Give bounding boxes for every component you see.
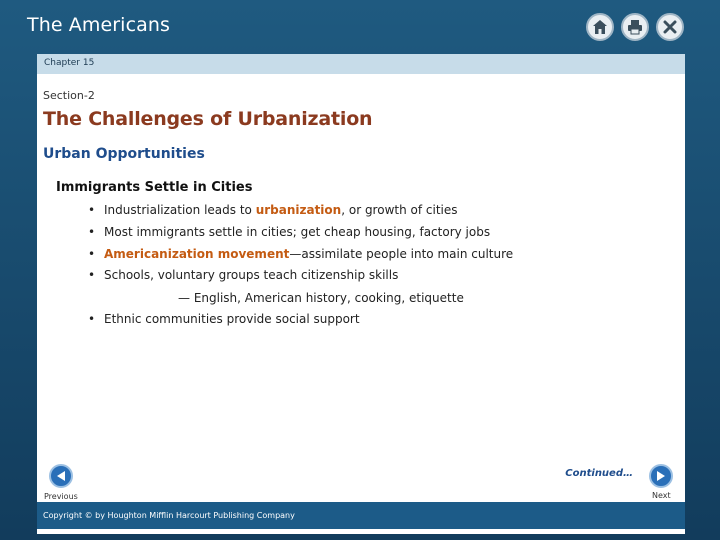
arrow-right-icon: [656, 470, 666, 482]
footer-bar: [37, 502, 685, 529]
continued-label: Continued…: [565, 468, 633, 479]
slide-content: [37, 54, 685, 534]
previous-button[interactable]: [49, 464, 73, 488]
chapter-label: Chapter 15: [44, 58, 95, 68]
key-term: urbanization: [255, 203, 342, 217]
list-item: Ethnic communities provide social support: [104, 312, 360, 326]
list-item: [104, 203, 458, 217]
bullet-marker: •: [88, 247, 96, 261]
close-icon: [663, 20, 677, 34]
section-label: Section-2: [43, 89, 95, 102]
bullet-text: —assimilate people into main culture: [289, 247, 514, 261]
section-heading: Immigrants Settle in Cities: [56, 180, 253, 195]
bullet-marker: •: [88, 312, 96, 326]
home-icon: [592, 19, 608, 35]
previous-label: Previous: [44, 492, 78, 501]
key-term: Americanization movement: [104, 247, 290, 261]
arrow-left-icon: [56, 470, 66, 482]
page-title: The Challenges of Urbanization: [43, 108, 373, 130]
subtitle: Urban Opportunities: [43, 146, 205, 162]
print-icon: [627, 19, 643, 35]
next-label: Next: [652, 491, 671, 500]
print-button[interactable]: [621, 13, 649, 41]
bullet-marker: •: [88, 268, 96, 282]
next-button[interactable]: [649, 464, 673, 488]
bullet-marker: •: [88, 203, 96, 217]
app-title: The Americans: [27, 14, 170, 36]
copyright-text: Copyright © by Houghton Mifflin Harcourt Publishing Company: [43, 511, 295, 520]
close-button[interactable]: [656, 13, 684, 41]
home-button[interactable]: [586, 13, 614, 41]
sub-list-item: — English, American history, cooking, etiquette: [178, 291, 464, 305]
bullet-marker: •: [88, 225, 96, 239]
chapter-bar: [37, 54, 685, 74]
list-item: Most immigrants settle in cities; get cheap housing, factory jobs: [104, 225, 491, 239]
list-item: [104, 247, 513, 261]
list-item: Schools, voluntary groups teach citizenship skills: [104, 268, 399, 282]
bullet-text: Industrialization leads to: [104, 203, 256, 217]
bullet-text: , or growth of cities: [341, 203, 458, 217]
